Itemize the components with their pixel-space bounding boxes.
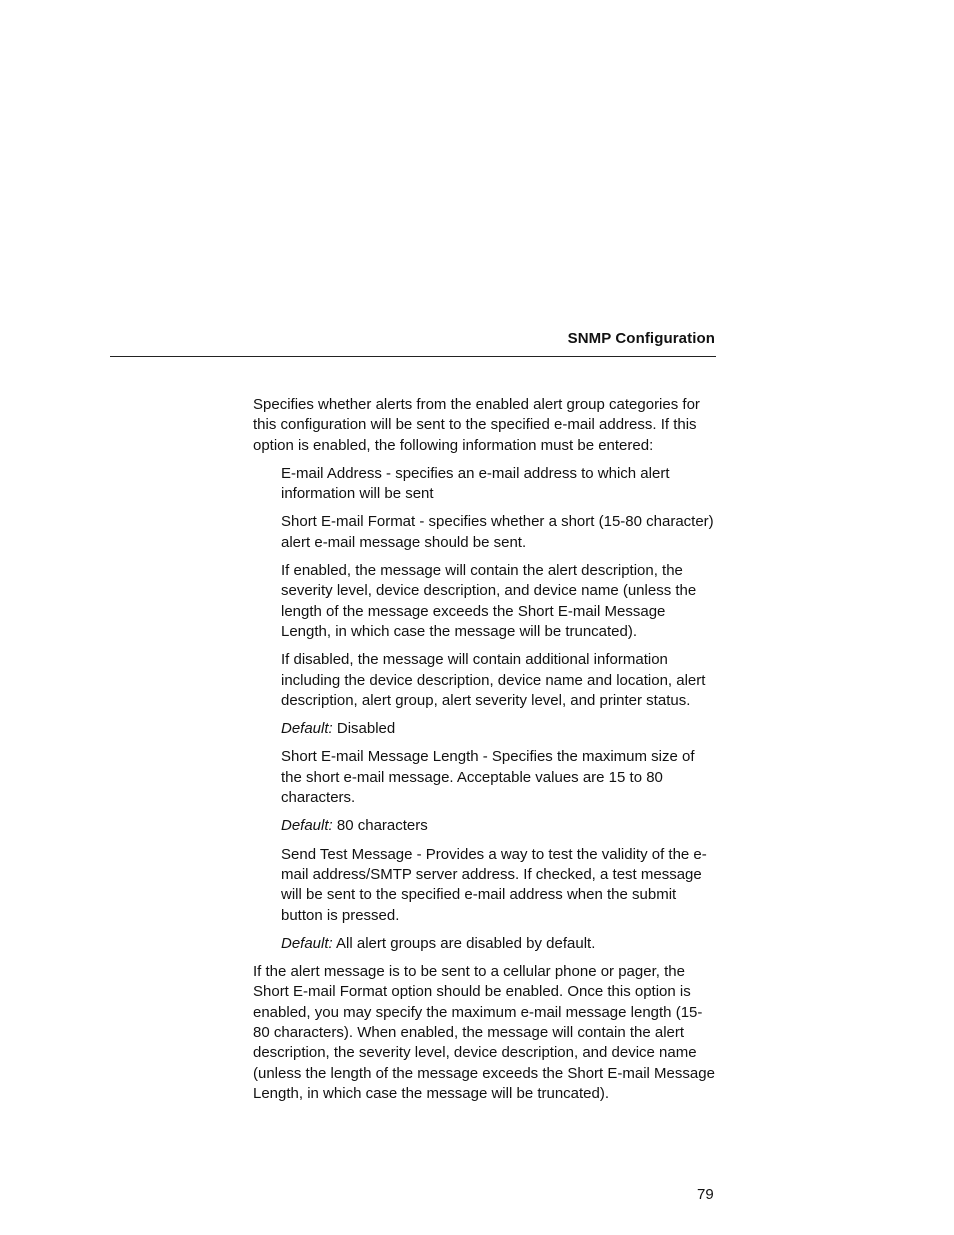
section-title: SNMP Configuration <box>567 330 715 347</box>
send-test-description: Send Test Message - Provides a way to test the validity of the e-mail address/SMTP server address. If checked, a test message will be sent to the specified e-mail address when the submit button is pressed. <box>281 845 707 924</box>
default-value: All alert groups are disabled by default. <box>332 934 596 952</box>
if-disabled-description: If disabled, the message will contain additional information including the device description, device name and location, alert description, alert group, alert severity level, and printer status. <box>281 651 706 709</box>
default-label: Default: <box>281 934 333 952</box>
default-label: Default: <box>281 817 333 835</box>
default-value: Disabled <box>332 720 396 738</box>
short-length-description: Short E-mail Message Length - Specifies the maximum size of the short e-mail message. Acceptable values are 15 to 80 characters. <box>281 748 695 807</box>
default-short-length <box>281 816 717 836</box>
default-short-format <box>281 719 717 739</box>
default-value: 80 characters <box>332 817 428 835</box>
short-format-description: Short E-mail Format - specifies whether a short (15-80 character) alert e-mail message should be sent. <box>281 513 714 551</box>
default-send-test <box>281 934 717 954</box>
default-label: Default: <box>281 720 333 738</box>
intro-paragraph: Specifies whether alerts from the enabled alert group categories for this configuration will be sent to the specified e-mail address. If this option is enabled, the following information must be entered: <box>253 396 700 454</box>
closing-paragraph: If the alert message is to be sent to a cellular phone or pager, the Short E-mail Format option should be enabled. Once this option is enabled, you may specify the maximum e-mail message length (15-80 characters). When enabled, the message will contain the alert description, the severity level, device description, and device name (unless the length of the message exceeds the Short E-mail Message Length, in which case the message will be truncated). <box>253 963 715 1102</box>
page-body <box>253 395 717 1112</box>
email-address-description: E-mail Address - specifies an e-mail address to which alert information will be sent <box>281 464 670 503</box>
page-header <box>110 328 716 357</box>
if-enabled-description: If enabled, the message will contain the alert description, the severity level, device description, and device name (unless the length of the message exceeds the Short E-mail Message Length, in which case the message will be truncated). <box>281 562 697 640</box>
page-number: 79 <box>697 1186 714 1203</box>
